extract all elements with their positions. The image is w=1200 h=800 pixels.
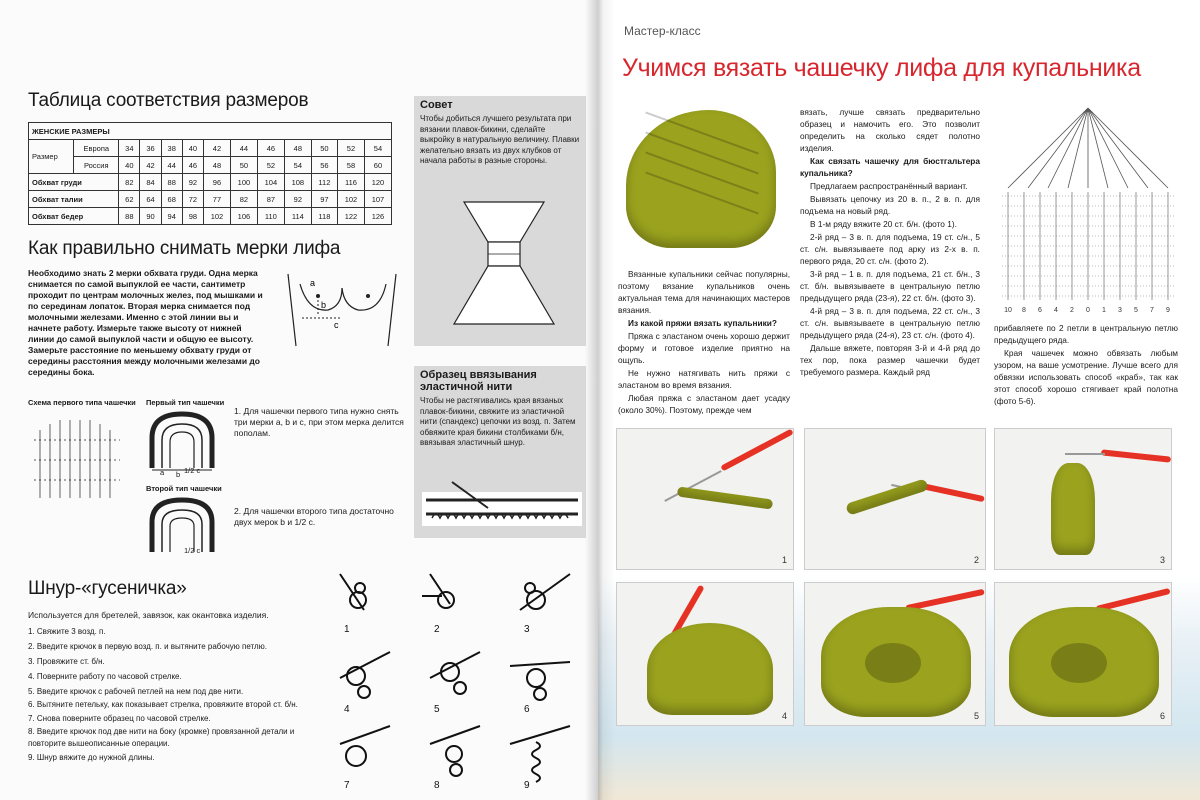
cell: 96 [204,174,231,191]
fig-num: 6 [524,704,530,715]
label-a-small: a [160,468,165,477]
cell: 40 [182,140,203,157]
cord-figures [330,566,590,796]
cord-step: 9. Шнур вяжите до нужной длины. [28,753,155,762]
paragraph: Любая пряжа с эластаном дает усадку (около 30%). Поэтому, прежде чем [618,393,790,415]
step-photo-2 [804,428,986,570]
fig-num: 3 [524,624,530,635]
right-page [598,0,1200,800]
fig-num: 9 [524,780,530,791]
cell: 50 [230,157,257,174]
cell: 48 [284,140,311,157]
left-page [0,0,598,800]
cord-step: 2. Введите крючок в первую возд. п. и вытяните рабочую петлю. [28,642,267,651]
chart-num: 9 [1166,307,1170,314]
cord-figure-5 [430,652,480,694]
measure-text: Необходимо знать 2 мерки обхвата груди. Одна мерка снимается по самой выпуклой ее части, сантиметр проходит по центрам молочных желез, под мышками и по серединам лопаток. Вторая мерка снимается под молочными железами. Именно с этой линии вы и начнете работу. Измерьте также высоту от нижней линии до самой выпуклой части и общую ее высоту. Замерьте расстояние по меньшему обхвату груди от середины расстояния между молочными железами до середины бока. [28,268,263,377]
chart-num: 5 [1134,307,1138,314]
paragraph: 2-й ряд – 3 в. п. для подъема, 19 ст. с/н., 5 ст. с/н. вывязываете под арку из 2-х в. п. первого ряда, 20 ст. с/н. (фото 2). [800,232,980,266]
cord-figure-2 [422,574,454,608]
chart-num: 2 [1070,307,1074,314]
text-column-1 [618,268,790,417]
second-type-cup [146,496,218,556]
first-type-label: Первый тип чашечки [146,398,225,407]
hero-photo [612,102,790,262]
fig-num: 2 [434,624,440,635]
text-column-3 [994,322,1178,408]
advice-title: Совет [420,99,453,111]
chart-num: 6 [1038,307,1042,314]
text-column-2 [800,106,980,379]
cell: 48 [204,157,231,174]
advice-text: Чтобы добиться лучшего результата при вязании плавок-бикини, сделайте выкройку в натуральную величину. Плавки желательно вязать из двух клубков от начала работы в разные стороны. [420,114,580,165]
chart-num: 1 [1102,307,1106,314]
cell: 42 [204,140,231,157]
cord-figure-8 [430,726,480,776]
cord-figure-1 [340,574,366,610]
paragraph: Пряжа с эластаном очень хорошо держит форму и готовое изделие приятно на ощупь. [618,331,790,365]
cell: 102 [204,208,231,225]
cell: 120 [364,174,391,191]
cell: 60 [364,157,391,174]
cell: 54 [364,140,391,157]
russia-label: Россия [74,157,119,174]
row-label: Обхват груди [29,174,119,191]
paragraph: Не нужно натягивать нить пряжи с эластаном во время вязания. [618,368,790,390]
note-first-type: 1. Для чашечки первого типа нужно снять три мерки a, b и c, при этом мерка делится пополам. [234,406,404,438]
paragraph: Вывязать цепочку из 20 в. п., 2 в. п. для подъема на новый ряд. [800,194,980,216]
cell: 112 [311,174,337,191]
cord-step: 3. Провяжите ст. б/н. [28,657,105,666]
photo-number: 4 [781,711,787,721]
chart-num: 10 [1004,307,1012,314]
measure-title: Как правильно снимать мерки лифа [28,238,341,259]
step-photo-5 [804,582,986,726]
cell: 97 [311,191,337,208]
row-label: Обхват бедер [29,208,119,225]
cord-steps [28,624,308,765]
cell: 38 [161,140,182,157]
elastic-box [414,366,586,538]
cell: 118 [311,208,337,225]
europe-label: Европа [74,140,119,157]
paragraph: вязать, лучше связать предварительно образец и намочить его. Это позволит определить на сколько сядет полотно изделия. [800,107,980,153]
photo-number: 3 [1159,555,1165,565]
label-c: c [334,320,339,330]
paragraph: 3-й ряд – 1 в. п. для подъема, 21 ст. б/н., 3 ст. б/н. вывязываете в центральную петлю предыдущего ряда (23-я), 22 ст. б/н. (фото 3). [800,269,980,303]
cell: 82 [119,174,140,191]
second-type-label: Второй тип чашечки [146,484,222,493]
cell: 58 [338,157,365,174]
fig-num: 7 [344,780,350,791]
bikini-pattern-figure [434,192,574,332]
size-table-title: Таблица соответствия размеров [28,90,309,111]
chart-num: 0 [1086,307,1090,314]
size-table-header: ЖЕНСКИЕ РАЗМЕРЫ [29,123,392,140]
article-title: Учимся вязать чашечку лифа для купальника [622,54,1141,82]
step-photo-1 [616,428,794,570]
cell: 84 [140,174,161,191]
step-photo-6 [994,582,1172,726]
cell: 102 [338,191,365,208]
cell: 62 [119,191,140,208]
cell: 94 [161,208,182,225]
note-second-type: 2. Для чашечки второго типа достаточно двух мерок b и 1/2 с. [234,506,394,527]
chart-num: 8 [1022,307,1026,314]
photo-number: 2 [973,555,979,565]
cord-step: 5. Введите крючок с рабочей петлей на нем под две нити. [28,687,244,696]
paragraph: Вязанные купальники сейчас популярны, поэтому вязание купальников очень актуальная тема для начинающих мастеров вязания. [618,269,790,315]
section-label: Мастер-класс [624,24,701,38]
chart-num: 4 [1054,307,1058,314]
size-label: Размер [29,140,74,174]
cord-figure-7 [340,726,390,766]
label-b: b [321,300,327,310]
cell: 42 [140,157,161,174]
fig-num: 8 [434,780,440,791]
cord-figure-6 [510,662,570,700]
label-half-c: 1/2 с [184,466,201,475]
paragraph: Дальше вяжете, повторяя 3-й и 4-й ряд до тех пор, пока размер чашечки будет требуемого размера. Каждый ряд [800,343,980,377]
cell: 52 [338,140,365,157]
size-table [28,122,392,225]
crochet-chart [998,104,1178,318]
cord-title: Шнур-«гусеничка» [28,578,187,599]
step-photo-4 [616,582,794,726]
cell: 88 [119,208,140,225]
paragraph: Предлагаем распространённый вариант. [810,181,968,191]
advice-box [414,96,586,346]
cell: 36 [140,140,161,157]
elastic-figure [422,478,582,532]
bust-figure [282,270,402,350]
cell: 87 [257,191,284,208]
cell: 92 [182,174,203,191]
cord-step: 1. Свяжите 3 возд. п. [28,627,106,636]
chart-num: 7 [1150,307,1154,314]
question: Как связать чашечку для бюстгальтера купальника? [800,156,980,178]
cell: 44 [230,140,257,157]
fig-num: 4 [344,704,350,715]
cell: 100 [230,174,257,191]
label-b-small: b [176,470,181,479]
cell: 92 [284,191,311,208]
label-half-c-2: 1/2 с [184,546,201,555]
first-type-cup [146,410,218,474]
cell: 126 [364,208,391,225]
question: Из какой пряжи вязать купальники? [628,318,777,328]
cell: 107 [364,191,391,208]
cord-step: 7. Снова поверните образец по часовой стрелке. [28,714,211,723]
cell: 104 [257,174,284,191]
cell: 54 [284,157,311,174]
fig-num: 1 [344,624,350,635]
photo-number: 5 [973,711,979,721]
cell: 64 [140,191,161,208]
label-a: a [310,278,316,288]
cell: 46 [257,140,284,157]
cord-intro: Используется для бретелей, завязок, как окантовка изделия. [28,610,269,620]
first-type-scheme [30,410,130,500]
paragraph: 4-й ряд – 3 в. п. для подъема, 22 ст. с/н., 3 ст. с/н. вывязываете в центральную петлю предыдущего ряда (24-я), 23 ст. с/н. (фото 4). [800,306,980,340]
cell: 56 [311,157,337,174]
cell: 40 [119,157,140,174]
cell: 72 [182,191,203,208]
cell: 50 [311,140,337,157]
cell: 114 [284,208,311,225]
cell: 116 [338,174,365,191]
cell: 98 [182,208,203,225]
paragraph: Края чашечек можно обвязать любым узором, на ваше усмотрение. Лучше всего для обвязки использовать способ «краб», так как этот способ хорошо стягивает край полотна (фото 5-6). [994,348,1178,406]
cell: 68 [161,191,182,208]
cell: 77 [204,191,231,208]
cell: 44 [161,157,182,174]
fig-num: 5 [434,704,440,715]
cell: 108 [284,174,311,191]
cell: 82 [230,191,257,208]
cell: 34 [119,140,140,157]
row-label: Обхват талии [29,191,119,208]
cell: 110 [257,208,284,225]
photo-number: 1 [781,555,787,565]
step-photo-3 [994,428,1172,570]
cord-figure-9 [510,726,570,782]
cord-step: 4. Поверните работу по часовой стрелке. [28,672,182,681]
cell: 52 [257,157,284,174]
cell: 122 [338,208,365,225]
cord-figure-4 [340,652,390,698]
paragraph: В 1-м ряду вяжите 20 ст. б/н. (фото 1). [810,219,957,229]
scheme-label: Схема первого типа чашечки [28,398,136,407]
cord-figure-3 [520,574,570,610]
cell: 90 [140,208,161,225]
paragraph: прибавляете по 2 петли в центральную петлю предыдущего ряда. [994,323,1178,345]
cord-step: 8. Введите крючок под две нити на боку (кромке) провязанной детали и повторите вышеописанные операции. [28,727,295,748]
cell: 88 [161,174,182,191]
chart-num: 3 [1118,307,1122,314]
elastic-title: Образец ввязывания эластичной нити [420,369,537,393]
cell: 106 [230,208,257,225]
elastic-text: Чтобы не растягивались края вязаных плавок-бикини, свяжите из эластичной нити (спандекс) цепочки из возд. п. Затем обвяжите края бикини столбиками б/н, ввязывая эластичный шнур. [420,396,576,447]
cord-step: 6. Вытяните петельку, как показывает стрелка, провяжите второй ст. б/н. [28,700,298,709]
cell: 46 [182,157,203,174]
photo-number: 6 [1159,711,1165,721]
